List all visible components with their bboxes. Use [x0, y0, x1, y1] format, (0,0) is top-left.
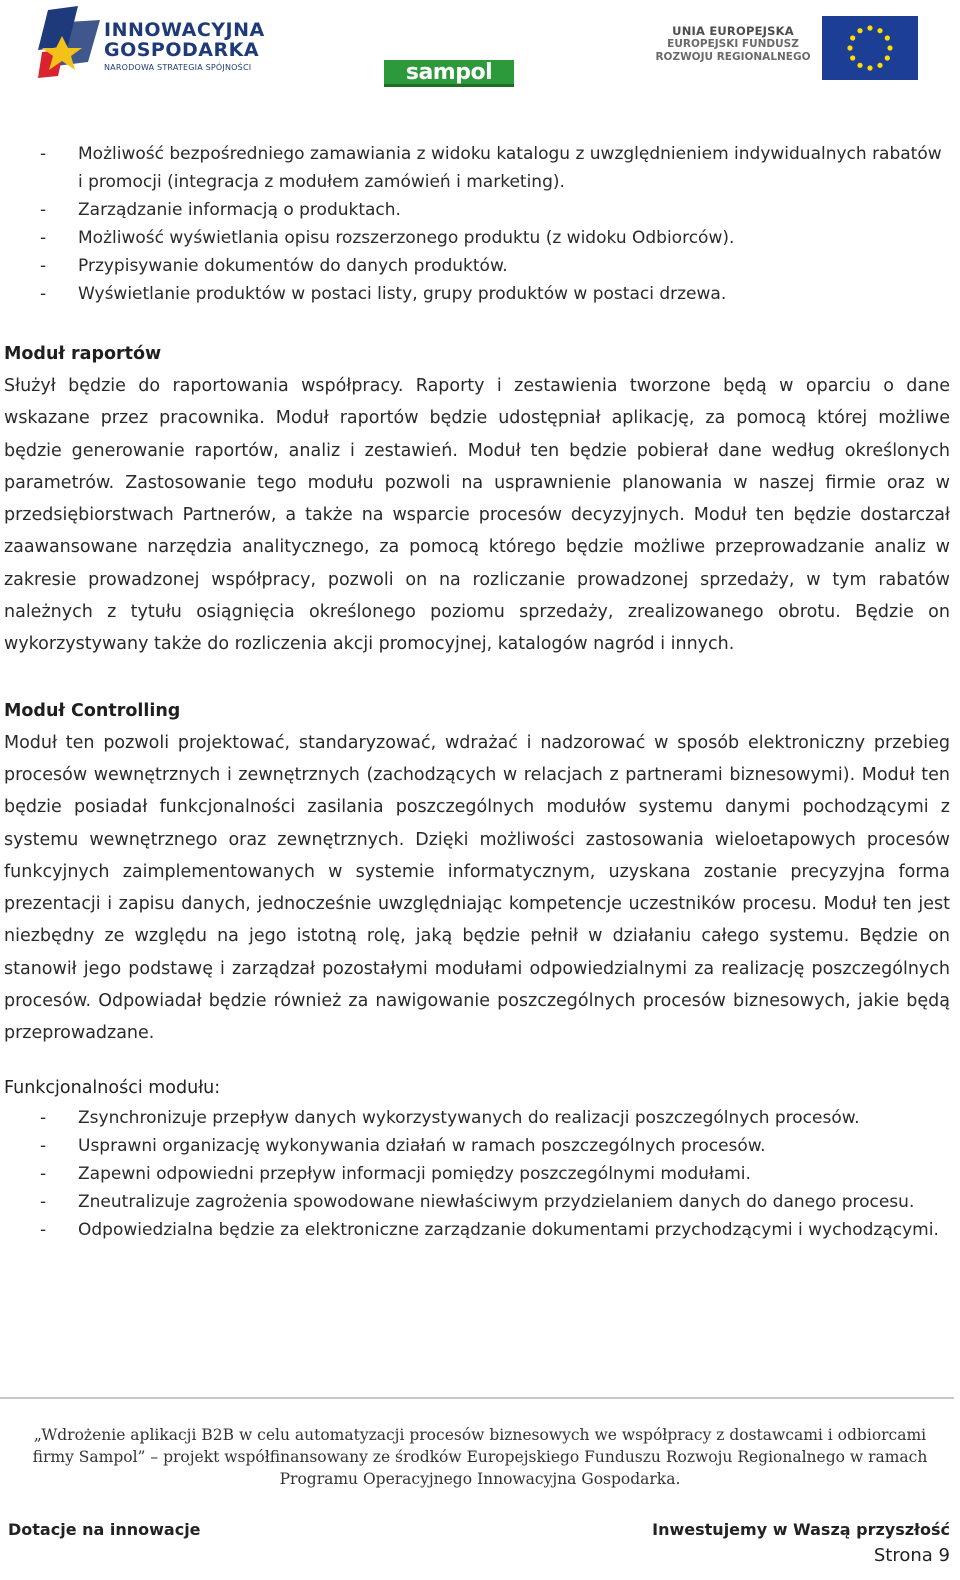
list-item-text: Odpowiedzialna będzie za elektroniczne zarządzanie dokumentami przychodzącymi i wychodzącymi. — [78, 1219, 939, 1240]
dash-bullet: - — [40, 284, 47, 304]
dash-bullet: - — [40, 1219, 47, 1240]
list-item-text: Zneutralizuje zagrożenia spowodowane niewłaściwym przydzielaniem danych do danego procesu. — [78, 1191, 915, 1212]
project-line-2: firmy Sampol” – projekt współfinansowany ze środków Europejskiego Funduszu Rozwoju Regionalnego w ramach — [32, 1448, 928, 1466]
innowacyjna-gospodarka-emblem-icon — [38, 6, 102, 78]
page-number: Strona 9 — [873, 1545, 950, 1566]
logo-line-2: GOSPODARKA — [104, 39, 260, 61]
footer-divider — [0, 1397, 954, 1399]
dash-bullet: - — [40, 1163, 47, 1184]
list-item — [4, 1132, 950, 1160]
list-item — [4, 280, 950, 308]
project-description — [10, 1424, 950, 1490]
unia-europejska-text — [653, 24, 813, 64]
section-paragraph-controlling: Moduł ten pozwoli projektować, standaryzować, wdrażać i nadzorować w sposób elektroniczny przebieg procesów wewnętrznych i zewnętrznych (zachodzących w relacjach z partnerami biznesowymi). Moduł ten będzie posiadał funkcjonalności zasilania poszczególnych modułów systemu danymi pochodzącymi z systemu wewnętrznego oraz zewnętrznych. Dzięki możliwości zastosowania wieloetapowych procesów funkcyjnych zaimplementowanych w systemie informatycznym, uzyskana zostanie precyzyjna forma prezentacji i zapisu danych, jednocześnie uwzględniając kompetencje uczestników procesu. Moduł ten jest niezbędny ze względu na jego istotną rolę, jaką będzie pełnił w działaniu całego systemu. Będzie on stanowił jego podstawę i zarządzał pozostałymi modułami odpowiedzialnymi za realizację poszczególnych procesów. Odpowiadał będzie również za nawigowanie poszczególnych procesów biznesowych, jakie będą przeprowadzane. — [4, 732, 950, 1044]
list-item — [4, 1160, 950, 1188]
dash-bullet: - — [40, 1135, 47, 1156]
list-item-text: Usprawni organizację wykonywania działań w ramach poszczególnych procesów. — [78, 1135, 766, 1156]
product-features-list — [4, 140, 950, 308]
sampol-logo-text: sampol — [405, 60, 493, 85]
dash-bullet: - — [40, 1107, 47, 1128]
functionalities-label: Funkcjonalności modułu: — [4, 1077, 221, 1098]
dash-bullet: - — [40, 1191, 47, 1212]
logo-line-3: NARODOWA STRATEGIA SPÓJNOŚCI — [104, 63, 252, 72]
dash-bullet: - — [40, 256, 47, 276]
list-item-text: Przypisywanie dokumentów do danych produktów. — [78, 256, 508, 276]
list-item-text: Możliwość wyświetlania opisu rozszerzonego produktu (z widoku Odbiorców). — [78, 228, 735, 248]
dash-bullet: - — [40, 200, 47, 220]
list-item — [4, 1188, 950, 1216]
document-body — [4, 140, 950, 1244]
reports-section — [4, 338, 950, 661]
sampol-logo — [384, 60, 514, 88]
list-item-text: Wyświetlanie produktów w postaci listy, grupy produktów w postaci drzewa. — [78, 284, 727, 304]
innowacyjna-gospodarka-text — [104, 20, 265, 72]
ue-line-1: UNIA EUROPEJSKA — [672, 24, 794, 38]
list-item-text: Zsynchronizuje przepływ danych wykorzystywanych do realizacji poszczególnych procesów. — [78, 1107, 860, 1128]
ue-line-2: EUROPEJSKI FUNDUSZ — [667, 38, 799, 50]
list-item-text: Zarządzanie informacją o produktach. — [78, 200, 401, 220]
innowacyjna-gospodarka-logo — [38, 6, 288, 78]
controlling-section — [4, 695, 950, 1050]
list-item-text: Możliwość bezpośredniego zamawiania z widoku katalogu z uwzględnieniem indywidualnych rabatów i promocji (integracja z modułem zamówień i marketing). — [78, 144, 942, 192]
ue-line-3: ROZWOJU REGIONALNEGO — [655, 51, 811, 63]
list-item — [4, 196, 950, 224]
list-item-text: Zapewni odpowiedni przepływ informacji pomiędzy poszczególnymi modułami. — [78, 1163, 751, 1184]
unia-europejska-logo — [650, 14, 920, 84]
list-item — [4, 224, 950, 252]
functionalities-list — [4, 1104, 950, 1244]
project-line-1: „Wdrożenie aplikacji B2B w celu automatyzacji procesów biznesowych we współpracy z dostawcami i odbiorcami — [33, 1426, 927, 1444]
page-header — [0, 0, 960, 100]
section-heading-reports: Moduł raportów — [4, 344, 162, 364]
list-item — [4, 140, 950, 196]
list-item — [4, 1216, 950, 1244]
list-item — [4, 252, 950, 280]
eu-flag-icon — [822, 16, 918, 80]
dash-bullet: - — [40, 228, 47, 248]
list-item — [4, 1104, 950, 1132]
footer-slogan-left: Dotacje na innowacje — [8, 1520, 201, 1539]
project-line-3: Programu Operacyjnego Innowacyjna Gospodarka. — [279, 1470, 681, 1488]
dash-bullet: - — [40, 144, 47, 164]
logo-line-1: INNOWACYJNA — [104, 19, 265, 41]
section-paragraph-reports: Służył będzie do raportowania współpracy. Raporty i zestawienia tworzone będą w oparciu o dane wskazane przez pracownika. Moduł raportów będzie udostępniał aplikację, za pomocą której możliwe będzie generowanie raportów, analiz i zestawień. Moduł ten będzie pobierał dane według określonych parametrów. Zastosowanie tego modułu pozwoli na usprawnienie planowania w naszej firmie oraz w przedsiębiorstwach Partnerów, a także na wsparcie procesów decyzyjnych. Moduł ten będzie dostarczał zaawansowane narzędzia analitycznego, za pomocą którego będzie możliwe przeprowadzanie analiz w zakresie prowadzonej współpracy, pozwoli on na rozliczanie prowadzonej sprzedaży, w tym rabatów należnych z tytułu osiągnięcia określonego poziomu sprzedaży, zrealizowanego obrotu. Będzie on wykorzystywany także do rozliczenia akcji promocyjnej, katalogów nagród i innych. — [4, 376, 950, 655]
section-heading-controlling: Moduł Controlling — [4, 700, 181, 721]
footer-slogan-right: Inwestujemy w Waszą przyszłość — [652, 1520, 950, 1539]
